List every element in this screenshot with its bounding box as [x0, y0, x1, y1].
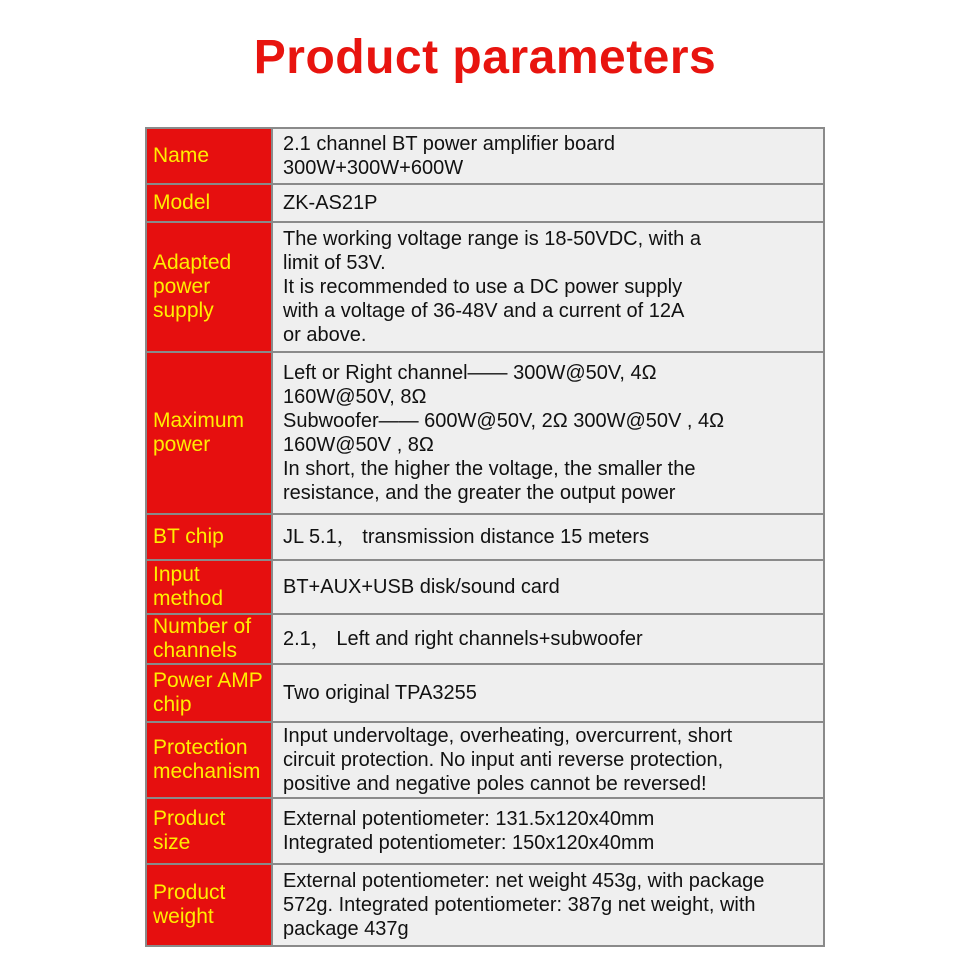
param-label: BT chip	[147, 515, 271, 559]
param-label: Protection mechanism	[147, 723, 271, 797]
param-label: Power AMP chip	[147, 665, 271, 721]
table-row	[147, 129, 823, 183]
param-label: Adapted power supply	[147, 223, 271, 351]
param-value: The working voltage range is 18-50VDC, with a limit of 53V. It is recommended to use a DC power supply with a voltage of 36-48V and a current of 12A or above.	[271, 223, 823, 351]
table-row	[147, 721, 823, 797]
param-value: JL 5.1， transmission distance 15 meters	[271, 515, 823, 559]
param-value: 2.1， Left and right channels+subwoofer	[271, 615, 823, 663]
table-row	[147, 663, 823, 721]
param-label: Model	[147, 185, 271, 221]
param-value: External potentiometer: 131.5x120x40mm Integrated potentiometer: 150x120x40mm	[271, 799, 823, 863]
table-row	[147, 513, 823, 559]
table-row	[147, 863, 823, 945]
table-row	[147, 183, 823, 221]
table-row	[147, 221, 823, 351]
table-row	[147, 797, 823, 863]
param-label: Maximum power	[147, 353, 271, 513]
param-value: BT+AUX+USB disk/sound card	[271, 561, 823, 613]
param-value: ZK-AS21P	[271, 185, 823, 221]
table-row	[147, 351, 823, 513]
param-label: Input method	[147, 561, 271, 613]
param-value: Left or Right channel—— 300W@50V, 4Ω 160W@50V, 8Ω Subwoofer—— 600W@50V, 2Ω 300W@50V , 4Ω 160W@50V , 8Ω In short, the higher the voltage, the smaller the resistance, and the greater the output power	[271, 353, 823, 513]
param-label: Name	[147, 129, 271, 183]
param-value: 2.1 channel BT power amplifier board 300W+300W+600W	[271, 129, 823, 183]
param-label: Product weight	[147, 865, 271, 945]
table-row	[147, 559, 823, 613]
page-title: Product parameters	[253, 31, 717, 84]
parameters-table	[145, 127, 825, 947]
param-value: Two original TPA3255	[271, 665, 823, 721]
param-value: Input undervoltage, overheating, overcurrent, short circuit protection. No input anti reverse protection, positive and negative poles cannot be reversed!	[271, 723, 823, 797]
param-label: Number of channels	[147, 615, 271, 663]
table-row	[147, 613, 823, 663]
param-label: Product size	[147, 799, 271, 863]
param-value: External potentiometer: net weight 453g, with package 572g. Integrated potentiometer: 387g net weight, with package 437g	[271, 865, 823, 945]
